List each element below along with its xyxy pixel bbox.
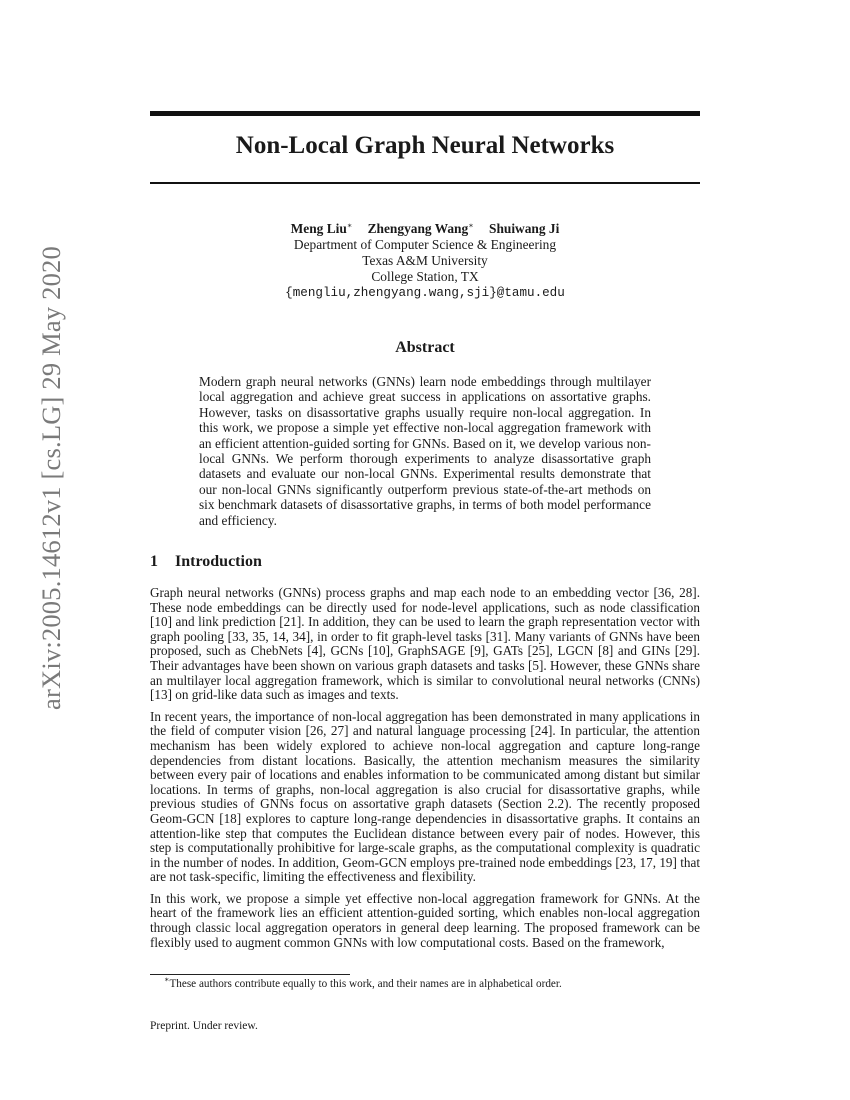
affiliation-university: Texas A&M University [362,253,488,268]
footnote-text: These authors contribute equally to this work, and their names are in alphabetical order. [169,978,562,990]
author: Zhengyang Wang∗ [367,221,474,236]
author-names [150,221,700,237]
section-number: 1 [150,553,158,570]
paragraph: In this work, we propose a simple yet effective non-local aggregation framework for GNNs. At the heart of the framework lies an efficient attention-guided sorting, which enables non-local aggregation through classic local aggregation operators in general deep learning. The proposed framework can be flexibly used to augment common GNNs with low computational costs. Based on the framework, [150,890,700,950]
footnote-rule [150,974,350,975]
title-bottom-rule [150,182,700,184]
introduction-body [150,586,700,957]
author-block [150,221,700,301]
section-title: Introduction [175,553,262,570]
title-top-rule [150,111,700,116]
author: Meng Liu∗ [290,221,353,236]
affiliation-department: Department of Computer Science & Engineering [293,237,557,252]
section-heading [150,553,262,571]
preprint-notice: Preprint. Under review. [150,1020,258,1032]
footnote [164,975,700,991]
arxiv-stamp-text: arXiv:2005.14612v1 [cs.LG] 29 May 2020 [36,246,66,710]
author-emails: {mengliu,zhengyang.wang,sji}@tamu.edu [285,286,565,300]
paper-title: Non-Local Graph Neural Networks [235,132,615,159]
abstract-text: Modern graph neural networks (GNNs) learn node embeddings through multilayer local aggregation and achieve great success in applications on assortative graphs. However, tasks on disassortative graphs usually require non-local aggregation. In this work, we propose a simple yet effective non-local aggregation framework with an efficient attention-guided sorting for GNNs. Based on it, we develop various non-local GNNs. We perform thorough experiments to analyze disassortative graph datasets and evaluate our non-local GNNs. Experimental results demonstrate that our non-local GNNs significantly outperform previous state-of-the-art methods on six benchmark datasets of disassortative graphs, in terms of both model performance and efficiency. [199,374,651,528]
abstract-heading: Abstract [395,339,455,356]
footnote-mark: ∗ [164,975,170,984]
affiliation-location: College Station, TX [371,269,479,284]
paragraph: Graph neural networks (GNNs) process graphs and map each node to an embedding vector [36, 28]. These node embeddings can be directly used for node-level applications, such as node classification [10] and link prediction [21]. In addition, they can be used to learn the graph representation vector with graph pooling [33, 35, 14, 34], in order to fit graph-level tasks [31]. Many variants of GNNs have been proposed, such as ChebNets [4], GCNs [10], GraphSAGE [9], GATs [25], LGCN [8] and GINs [29]. Their advantages have been shown on various graph datasets and tasks [5]. However, these GNNs share an multilayer local aggregation framework, which is similar to convolutional neural networks (CNNs) [13] on grid-like data such as images and texts. [150,585,700,703]
author: Shuiwang Ji [489,221,560,236]
paragraph: In recent years, the importance of non-local aggregation has been demonstrated in many applications in the field of computer vision [26, 27] and natural language processing [24]. In particular, the attention mechanism has been widely explored to achieve non-local aggregation and capture long-range dependencies from distant locations. Basically, the attention mechanism measures the similarity between every pair of locations and enables information to be communicated among distant but similar locations. In terms of graphs, non-local aggregation is also crucial for disassortative graphs, while previous studies of GNNs focus on assortative graph datasets (Section 2.2). The recently proposed Geom-GCN [18] explores to capture long-range dependencies in disassortative graphs. It contains an attention-like step that computes the Euclidean distance between every pair of nodes. However, this step is computationally prohibitive for large-scale graphs, as the computational complexity is quadratic in the number of nodes. In addition, Geom-GCN employs pre-trained node embeddings [23, 17, 19] that are not task-specific, limiting the effectiveness and flexibility. [150,708,700,885]
